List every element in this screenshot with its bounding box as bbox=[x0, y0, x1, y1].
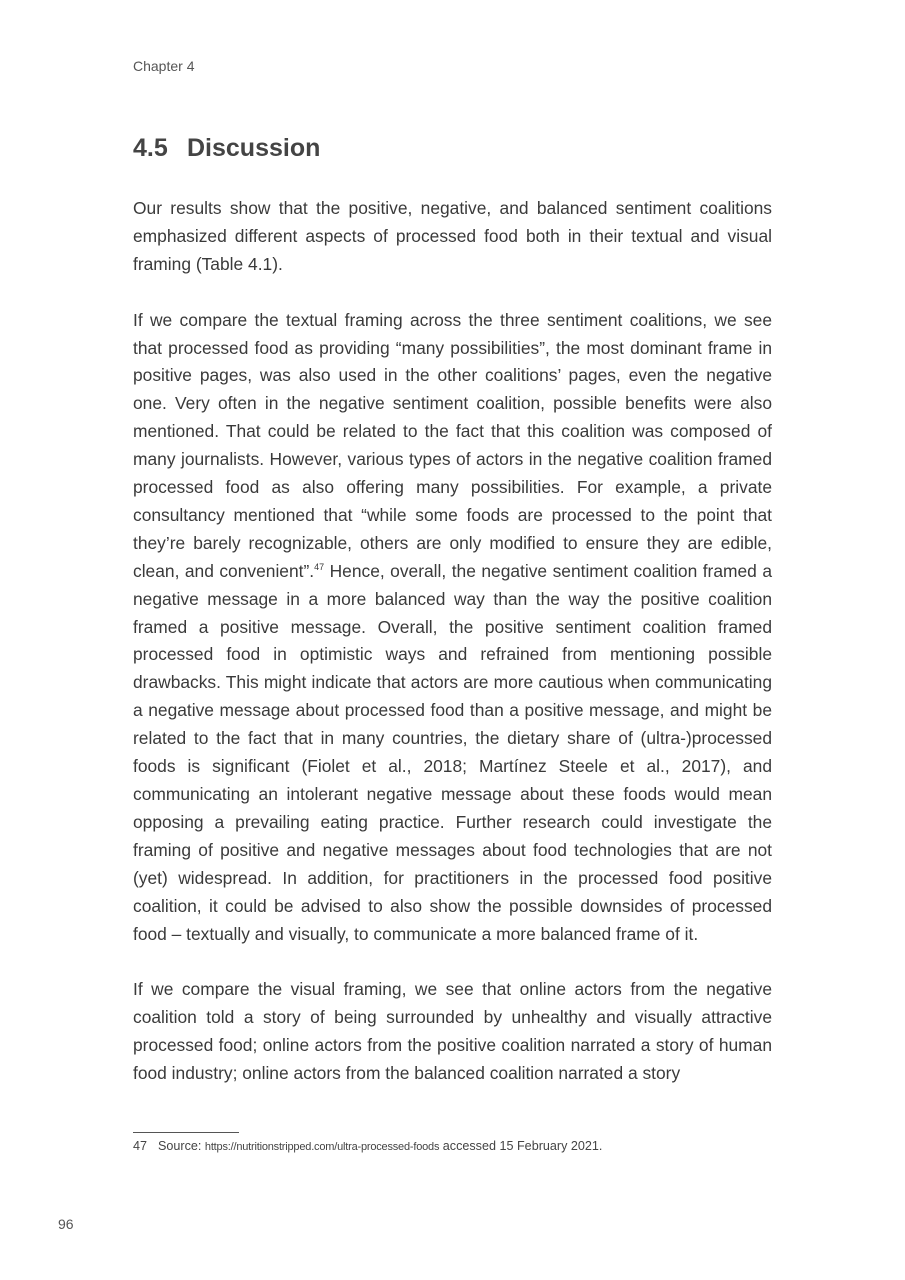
running-head: Chapter 4 bbox=[133, 58, 195, 74]
section-number: 4.5 bbox=[133, 134, 168, 162]
body-text bbox=[133, 195, 772, 1116]
footnote-number: 47 bbox=[133, 1139, 148, 1153]
footnote-suffix: accessed 15 February 2021. bbox=[442, 1139, 603, 1153]
section-title: Discussion bbox=[187, 134, 321, 162]
paragraph-results: Our results show that the positive, negative, and balanced sentiment coalitions emphasized different aspects of processed food both in their textual and visual framing (Table 4.1). bbox=[133, 198, 772, 274]
footnote bbox=[133, 1139, 773, 1153]
footnote-link[interactable]: https://nutritionstripped.com/ultra-processed-foods bbox=[204, 1141, 440, 1153]
footnote-reference[interactable]: 47 bbox=[314, 561, 325, 572]
paragraph-visual-framing: If we compare the visual framing, we see that online actors from the negative coalition told a story of being surrounded by unhealthy and visually attractive processed food; online actors from the positive coalition narrated a story of human food industry; online actors from the balanced coalition narrated a story bbox=[133, 979, 772, 1084]
footnote-divider bbox=[133, 1132, 239, 1133]
paragraph-text: Hence, overall, the negative sentiment coalition framed a negative message in a more balanced way than the way the positive coalition framed a positive message. Overall, the positive sentiment coalition framed processed food in optimistic ways and refrained from mentioning possible drawbacks. This might indicate that actors are more cautious when communicating a negative message about processed food than a positive message, and might be related to the fact that in many countries, the dietary share of (ultra-)processed foods is significant (Fiolet et al., 2018; Martínez Steele et al., 2017), and communicating an intolerant negative message about these foods would mean opposing a prevailing eating practice. Further research could investigate the framing of positive and negative messages about food technologies that are not (yet) widespread. In addition, for practitioners in the processed food positive coalition, it could be advised to also show the possible downsides of processed food – textually and visually, to communicate a more balanced frame of it. bbox=[133, 560, 772, 944]
section-heading bbox=[133, 134, 773, 163]
paragraph-textual-framing bbox=[133, 307, 772, 949]
paragraph-text: If we compare the textual framing across the three sentiment coalitions, we see that processed food as providing “many possibilities”, the most dominant frame in positive pages, was also used in the other coalitions’ pages, even the negative one. Very often in the negative sentiment coalition, possible benefits were also mentioned. That could be related to the fact that this coalition was composed of many journalists. However, various types of actors in the negative coalition framed processed food as also offering many possibilities. For example, a private consultancy mentioned that “while some foods are processed to the point that they’re barely recognizable, others are only modified to ensure they are edible, clean, and convenient”. bbox=[133, 309, 772, 581]
footnote-label: Source: bbox=[158, 1139, 202, 1153]
page-number: 96 bbox=[58, 1216, 74, 1232]
